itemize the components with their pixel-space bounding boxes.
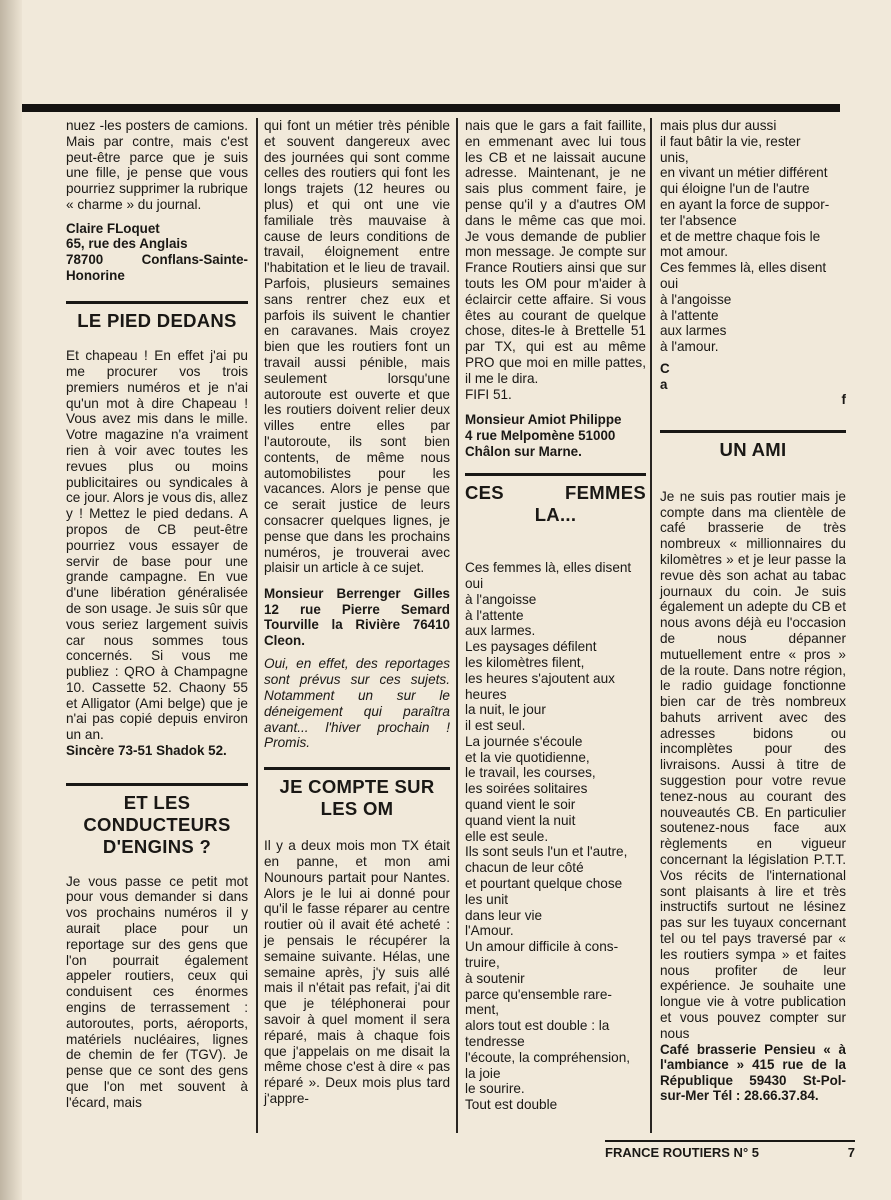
column-rule xyxy=(256,118,258,1133)
letter-signature: a xyxy=(660,376,668,392)
letter-text: Et chapeau ! En effet j'ai pu me procurer vos trois premiers numéros et je n'ai qu'un mot à dire Chapeau ! Vous avez mis dans le mille. Votre magazine n'a vraiment rien à voir avec toutes les revues plus ou moins publicitaires ou syndicales à ce jour. Alors je vous dis, allez y ! Mettez le pied dedans. A propos de CB peut-être pourriez vous essayer de servir de base pour une grande campagne. En vue d'une libération généralisée de son usage. Je suis sûr que vous seriez largement suivis car nous sommes tous concernés. Si vous me publiez : QRO à Champagne 10. Cassette 52. Chaony 55 et Alligator (Ami belge) que je n'ai pas copié depuis environ un an. xyxy=(66,348,248,743)
poem xyxy=(660,118,846,355)
poem-line: alors tout est double : la xyxy=(465,1018,610,1034)
poem-line: l'écoute, la compréhension, xyxy=(465,1049,631,1065)
page-footer xyxy=(605,1140,855,1160)
letter-text: nuez -les posters de camions. Mais par contre, mais c'est peut-être parce que je suis une fille, je pense que vous pourriez supprimer la rubrique « charme » du journal. xyxy=(66,118,248,212)
poem-line: ter l'absence xyxy=(660,212,737,228)
poem-line: aux larmes xyxy=(660,323,727,339)
poem-line: qui éloigne l'un de l'autre xyxy=(660,181,810,197)
poem-line: l'Amour. xyxy=(465,923,514,939)
letter-signature: Café brasserie Pensieu « à l'ambiance » 415 rue de la République 59430 St-Pol-sur-Mer Tél : 28.66.37.84. xyxy=(660,1041,846,1104)
poem-line: quand vient le soir xyxy=(465,797,576,813)
column-2 xyxy=(264,118,450,1107)
poem-line: la joie xyxy=(465,1065,501,1081)
top-rule xyxy=(22,104,840,112)
poem-line: Ces femmes là, elles disent xyxy=(465,560,632,576)
letter-text: qui font un métier très pénible et souvent dangereux avec des journées qui sont comme celles des routiers qui font les longs trajets (12 heures ou plus) et qui ont une vie familiale très mauvaise à cause de leurs conditions de travail, éloignement entre l'habitation et le lieu de travail. Parfois, plusieurs semaines sans rentrer chez eux et parfois ils suivent le chantier en caravanes. Mais croyez bien que les routiers font un travail aussi pénible, mais seulement lorsqu'une autoroute est ouverte et que les routiers doivent relier deux villes entre elles par l'autoroute, ils sont bien contents, de même nous automobilistes pour les vacances. Alors je pense que ce serait justice de leurs consacrer quelques lignes, je pense que dans les prochains numéros, je trouverai avec plaisir un article à ce sujet. xyxy=(264,118,450,576)
section-heading: UN AMI xyxy=(660,430,846,461)
poem-line: mot amour. xyxy=(660,244,728,260)
poem-line: oui xyxy=(465,575,484,591)
poem-line: la nuit, le jour xyxy=(465,702,546,718)
poem-line: les soirées solitaires xyxy=(465,781,588,797)
poem-line: en ayant la force de suppor- xyxy=(660,196,830,212)
poem-line: Ils sont seuls l'un et l'autre, xyxy=(465,844,628,860)
column-rule xyxy=(650,118,652,1133)
letter-signature: Claire FLoquet xyxy=(66,220,160,236)
poem-line: heures xyxy=(465,686,507,702)
magazine-title: FRANCE ROUTIERS N° 5 xyxy=(605,1145,759,1160)
editor-reply: Oui, en effet, des reportages sont prévus sur ces sujets. Notamment un sur le déneigement qui paraîtra avant... l'hiver prochain ! Promis. xyxy=(264,656,450,751)
section-heading: JE COMPTE SUR LES OM xyxy=(264,767,450,820)
letter-text: nais que le gars a fait faillite, en emmenant avec lui tous les CB et ne laissait aucune adresse. Maintenant, je ne sais plus comment faire, je pense qu'il y a d'autres OM dans le même cas que moi. Je vous demande de publier mon message. Je compte sur France Routiers ainsi que sur touts les OM pour m'aider à éclaircir cette affaire. Si vous êtes au courant de quelque chose, dites-le à Brettelle 51 par TX, qui est au même PRO que moi en mille pattes, il me le dira. xyxy=(465,118,646,386)
poem-line: et la vie quotidienne, xyxy=(465,749,590,765)
page-binding-shadow xyxy=(0,0,22,1200)
poem-line: il est seul. xyxy=(465,718,526,734)
poem-line: aux larmes. xyxy=(465,623,536,639)
poem-line: quand vient la nuit xyxy=(465,812,576,828)
column-3 xyxy=(465,118,646,1113)
poem-line: il faut bâtir la vie, rester xyxy=(660,133,801,149)
poem-line: parce qu'ensemble rare- xyxy=(465,986,612,1002)
poem-line: mais plus dur aussi xyxy=(660,118,777,133)
poem-line: à l'attente xyxy=(660,307,719,323)
poem-line: chacun de leur côté xyxy=(465,860,584,876)
poem-line: Tout est double xyxy=(465,1097,558,1113)
letter-signature: 4 rue Melpomène 51000 xyxy=(465,427,616,443)
poem-line: les unit xyxy=(465,891,509,907)
poem-line: à l'amour. xyxy=(660,339,719,355)
poem-line: les heures s'ajoutent aux xyxy=(465,670,615,686)
poem-line: et de mettre chaque fois le xyxy=(660,228,821,244)
letter-text: Je ne suis pas routier mais je compte dans ma clientèle de café brasserie de très nombreux « millionnaires du kilomètres » et je leur passe la revue dès son achat au tabac journaux du coin. Je suis également un adepte du CB et nous avons déjà eu l'occasion de nous dépanner mutuellement entre « pros » de la route. Dans notre région, le radio guidage fonctionne bien car de très nombreux bahuts arrivent avec des adresses bidons ou incomplètes pour des livraisons. Aussi à titre de suggestion pour votre revue tenez-nous au courant des nouveautés CB. En particulier soutenez-nous face aux règlements en vigueur concernant la législation P.T.T. Vos récits de l'international sont plaisants à lire et très instructifs surtout ne lésinez pas sur les tuyaux concernant tel ou tel pays traversé par « les routiers sympa » et faites nous profiter de leur expérience. Je souhaite une longue vie à votre publication et vous pouvez compter sur nous xyxy=(660,488,846,1041)
poem-line: oui xyxy=(660,275,679,291)
poem-line: elle est seule. xyxy=(465,828,549,844)
letter-signature: Honorine xyxy=(66,267,125,283)
poem-line: tendresse xyxy=(465,1034,525,1050)
poem-line: le sourire. xyxy=(465,1081,525,1097)
poem-line: ment, xyxy=(465,1002,499,1018)
poem-line: Les paysages défilent xyxy=(465,639,597,655)
section-heading-line: LA... xyxy=(534,504,577,526)
poem-line: à soutenir xyxy=(465,970,525,986)
poem-line: en vivant un métier différent xyxy=(660,165,828,181)
letter-signature: C xyxy=(660,360,670,376)
section-heading-line: CES FEMMES xyxy=(465,482,646,504)
column-4 xyxy=(660,118,846,1104)
letter-signature: 78700 Conflans-Sainte- xyxy=(66,251,248,267)
section-heading: ET LES CONDUCTEURS D'ENGINS ? xyxy=(66,783,248,858)
poem-line: à l'angoisse xyxy=(660,291,732,307)
poem-line: le travail, les courses, xyxy=(465,765,596,781)
poem-line: les kilomètres filent, xyxy=(465,654,585,670)
poem-line: unis, xyxy=(660,149,689,165)
poem-line: truire, xyxy=(465,955,500,971)
poem-line: à l'attente xyxy=(465,607,524,623)
poem-line: Ces femmes là, elles disent xyxy=(660,260,827,276)
letter-signature: f xyxy=(841,392,846,408)
column-1 xyxy=(66,118,248,1111)
section-heading: LE PIED DEDANS xyxy=(66,301,248,332)
letter-text: FIFI 51. xyxy=(465,386,512,402)
section-heading xyxy=(465,473,646,526)
letter-signature: Monsieur Berrenger Gilles 12 rue Pierre Semard Tourville la Rivière 76410 Cleon. xyxy=(264,586,450,648)
letter-signature: Monsieur Amiot Philippe xyxy=(465,412,622,428)
letter-signature: Sincère 73-51 Shadok 52. xyxy=(66,743,227,759)
letter-signature: Châlon sur Marne. xyxy=(465,443,582,459)
poem xyxy=(465,560,646,1113)
letter-text: Je vous passe ce petit mot pour vous demander si dans vos prochains numéros il y aurait place pour un reportage sur des gens que l'on pourrait également appeler routiers, ceux qui conduisent ces énormes engins de terrassement : autoroutes, ports, aéroports, matériels nucléaires, lignes de chemin de fer (TGV). Je pense que ce sont des gens que l'on met souvent à l'écard, mais xyxy=(66,873,248,1110)
column-rule xyxy=(456,118,458,1133)
poem-line: dans leur vie xyxy=(465,907,543,923)
letter-text: Il y a deux mois mon TX était en panne, et mon ami Nounours partait pour Nantes. Alors je le lui ai donné pour qu'il le fasse réparer au centre routier où il avait été acheté : je pensais le récupérer la semaine suivante. Hélas, une semaine après, j'y suis allé mais il n'était pas refait, j'ai dit que je téléphonerai pour savoir à quel moment il sera réparé, mais à chaque fois que j'appelais on me disait la même chose c'est à dire « pas réparé ». Deux mois plus tard j'appre- xyxy=(264,838,450,1107)
poem-line: La journée s'écoule xyxy=(465,733,583,749)
poem-line: et pourtant quelque chose xyxy=(465,876,623,892)
poem-line: Un amour difficile à cons- xyxy=(465,939,619,955)
poem-line: à l'angoisse xyxy=(465,591,537,607)
page-number: 7 xyxy=(847,1145,855,1160)
letter-signature: 65, rue des Anglais xyxy=(66,236,188,252)
